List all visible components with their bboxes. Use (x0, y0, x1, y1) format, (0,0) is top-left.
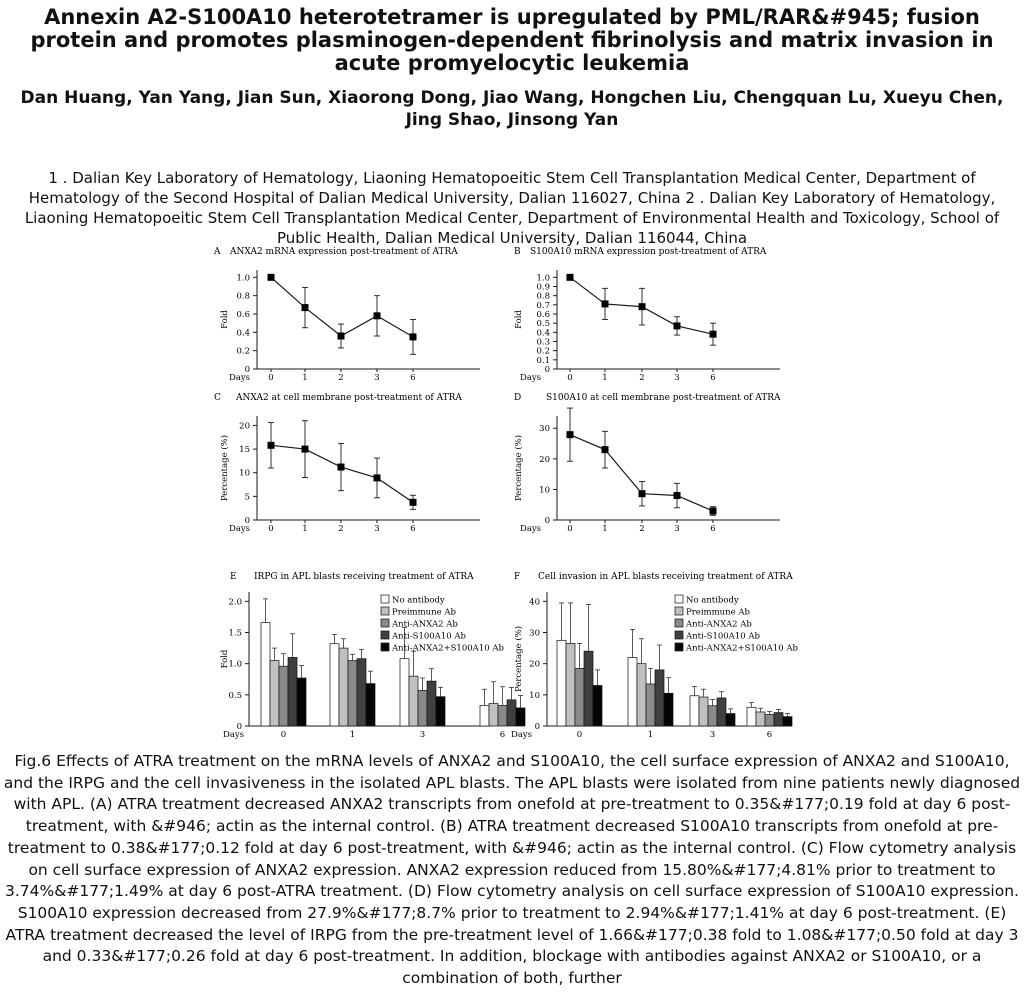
chart-f-bar-0-2 (575, 668, 584, 726)
chart-f-legend-swatch-4 (675, 643, 683, 651)
chart-e-legend-label-0: No antibody (392, 595, 445, 606)
chart-f-ytick-label-3: 30 (529, 628, 540, 639)
chart-f-xtick-label-1: 1 (647, 730, 654, 740)
chart-f-legend-swatch-1 (675, 607, 683, 615)
chart-e-bar-3-0 (480, 705, 489, 726)
chart-f-legend-swatch-3 (675, 631, 683, 639)
chart-d-ytick-label-3: 30 (539, 424, 550, 435)
chart-e-xtick-label-2: 3 (419, 730, 426, 740)
chart-d-ylabel: Percentage (%) (514, 434, 524, 502)
chart-e-legend-swatch-2 (381, 619, 389, 627)
chart-f-bar-3-4 (783, 717, 792, 726)
chart-c-xtick-label-2: 2 (338, 524, 344, 534)
chart-b-xtick-label-2: 2 (639, 373, 645, 383)
chart-b-ytick-label-2: 0.2 (536, 346, 550, 357)
chart-e-bar-0-0 (261, 623, 270, 726)
panel-d-title: S100A10 at cell membrane post-treatment of ATRA (546, 393, 781, 403)
chart-b-point-2 (639, 303, 646, 310)
chart-c-ytick-label-3: 15 (239, 445, 250, 456)
chart-e-bar-3-4 (516, 708, 525, 726)
chart-d-point-3 (674, 492, 681, 499)
chart-d-ytick-label-1: 10 (539, 485, 550, 496)
chart-f-bar-3-3 (774, 713, 783, 726)
chart-c-ytick-label-2: 10 (239, 468, 250, 479)
chart-e-bar-1-3 (357, 659, 366, 726)
chart-e-xtick-label-3: 6 (499, 730, 506, 740)
chart-c-ytick-label-1: 5 (244, 492, 250, 503)
chart-f-xtick-label-2: 3 (709, 730, 716, 740)
chart-f-bar-1-2 (646, 684, 655, 726)
chart-f-xtick-label-0: 0 (576, 730, 583, 740)
chart-e-bar-0-4 (297, 678, 306, 726)
chart-e-ytick-label-4: 2.0 (228, 597, 242, 608)
chart-f-xlabel: Days (511, 730, 533, 740)
chart-c-ytick-label-4: 20 (239, 421, 250, 432)
chart-b-xtick-label-0: 0 (567, 373, 573, 383)
chart-b-point-4 (710, 331, 717, 338)
affiliations: 1 . Dalian Key Laboratory of Hematology, Liaoning Hematopoeitic Stem Cell Transplantation Medical Center, Department of Hematology of the Second Hospital of Dalian Medical University, Dalian 116027, China 2 . Dalian Key Laboratory of Hematology, Liaoning Hematopoeitic Stem Cell Transplantation Medical Center, Department of Environmental Health and Toxicology, School of Public Health, Dalian Medical University, Dalian 116044, China (24, 169, 1000, 247)
chart-e-bar-2-0 (400, 659, 409, 726)
chart-c-point-4 (410, 499, 417, 506)
chart-c-xtick-label-4: 6 (410, 524, 416, 534)
chart-f-bar-2-3 (717, 698, 726, 726)
chart-a-point-4 (410, 333, 417, 340)
chart-f-bar-1-4 (664, 693, 673, 726)
chart-e-bar-3-1 (489, 704, 498, 726)
chart-e-bar-3-2 (498, 705, 507, 726)
chart-f-bar-3-0 (747, 707, 756, 726)
chart-c-point-3 (374, 474, 381, 481)
chart-b-xtick-label-3: 3 (674, 373, 680, 383)
chart-f-legend-label-0: No antibody (686, 595, 739, 606)
chart-a-xtick-label-1: 1 (302, 373, 308, 383)
chart-a-xtick-label-2: 2 (338, 373, 344, 383)
chart-b-ylabel: Fold (514, 310, 524, 329)
panel-a-label: A (214, 247, 221, 257)
chart-b-ytick-label-8: 0.8 (536, 291, 550, 302)
chart-a-ytick-label-5: 1.0 (236, 273, 250, 284)
chart-f-legend-label-1: Preimmune Ab (686, 607, 750, 618)
chart-e-bar-0-1 (270, 661, 279, 726)
chart-f-ylabel: Percentage (%) (514, 625, 524, 693)
chart-c-ytick-label-0: 0 (244, 516, 250, 526)
chart-b-point-3 (674, 322, 681, 329)
chart-d-point-4 (710, 508, 717, 515)
chart-a-series-line (271, 277, 413, 337)
chart-e-ytick-label-2: 1.0 (228, 659, 242, 670)
chart-e-bar-2-4 (436, 697, 445, 726)
chart-d-xtick-label-3: 3 (674, 524, 680, 534)
chart-d (513, 408, 780, 534)
panel-e-title: IRPG in APL blasts receiving treatment of ATRA (254, 572, 474, 582)
chart-f-bar-0-3 (584, 651, 593, 726)
chart-e-ytick-label-0: 0 (236, 722, 242, 732)
chart-f-bar-0-0 (557, 640, 566, 726)
chart-a-ytick-label-0: 0 (244, 365, 250, 375)
chart-e-bar-3-3 (507, 700, 516, 726)
panel-b-title: S100A10 mRNA expression post-treatment of ATRA (530, 247, 767, 257)
chart-e-bar-2-1 (409, 676, 418, 726)
chart-f-xtick-label-3: 6 (766, 730, 773, 740)
chart-b-ytick-label-6: 0.6 (536, 310, 550, 320)
chart-e-xtick-label-0: 0 (280, 730, 287, 740)
chart-a-ytick-label-2: 0.4 (236, 328, 250, 339)
figure-6 (205, 242, 825, 747)
chart-a-ylabel: Fold (220, 310, 230, 329)
panel-c-title: ANXA2 at cell membrane post-treatment of ATRA (236, 393, 462, 403)
chart-f-ytick-label-4: 40 (529, 597, 540, 608)
chart-d-xtick-label-2: 2 (639, 524, 645, 534)
chart-f-bar-2-1 (699, 697, 708, 726)
chart-e-legend-label-4: Anti-ANXA2+S100A10 Ab (392, 643, 504, 654)
chart-a-point-1 (302, 304, 309, 311)
chart-e-legend-label-2: Anti-ANXA2 Ab (392, 619, 458, 630)
chart-a-ytick-label-3: 0.6 (236, 310, 250, 320)
paper-title: Annexin A2-S100A10 heterotetramer is upregulated by PML/RAR&#945; fusion protein and promotes plasminogen-dependent fibrinolysis and matrix invasion in acute promyelocytic leukemia (30, 5, 994, 75)
chart-a-ytick-label-4: 0.8 (236, 291, 250, 302)
chart-f-bar-2-4 (726, 714, 735, 726)
chart-d-ytick-label-0: 0 (544, 516, 550, 526)
chart-f-bar-0-1 (566, 643, 575, 726)
panel-f-title: Cell invasion in APL blasts receiving treatment of ATRA (538, 572, 793, 582)
chart-f-legend-swatch-2 (675, 619, 683, 627)
chart-d-xtick-label-4: 6 (710, 524, 716, 534)
chart-d-xlabel: Days (520, 524, 542, 534)
chart-a-ytick-label-1: 0.2 (236, 346, 250, 357)
author-list: Dan Huang, Yan Yang, Jian Sun, Xiaorong Dong, Jiao Wang, Hongchen Liu, Chengquan Lu, Xueyu Chen, Jing Shao, Jinsong Yan (20, 88, 1004, 130)
chart-b-ytick-label-1: 0.1 (536, 355, 550, 366)
panel-c-label: C (214, 393, 221, 403)
chart-e-legend-label-3: Anti-S100A10 Ab (392, 631, 466, 642)
chart-a-point-0 (268, 274, 275, 281)
chart-d-point-1 (602, 446, 609, 453)
chart-f-bar-0-4 (593, 685, 602, 726)
chart-f-ytick-label-0: 0 (534, 722, 540, 732)
chart-c (219, 416, 480, 534)
chart-d-xtick-label-0: 0 (567, 524, 573, 534)
chart-c-ylabel: Percentage (%) (220, 434, 230, 502)
chart-b-ytick-label-9: 0.9 (536, 282, 550, 293)
chart-e-bar-1-4 (366, 684, 375, 726)
chart-e-bar-0-3 (288, 657, 297, 726)
chart-b-ytick-label-5: 0.5 (536, 319, 550, 330)
chart-d-ytick-label-2: 20 (539, 454, 550, 465)
chart-f-bar-1-1 (637, 664, 646, 726)
chart-c-point-0 (268, 442, 275, 449)
chart-a-xtick-label-3: 3 (374, 373, 380, 383)
chart-f-bar-1-3 (655, 670, 664, 726)
chart-e-legend-swatch-1 (381, 607, 389, 615)
chart-f-ytick-label-2: 20 (529, 659, 540, 670)
chart-b (514, 270, 780, 383)
panel-d-label: D (514, 393, 522, 403)
chart-f-legend-label-2: Anti-ANXA2 Ab (686, 619, 752, 630)
chart-e-bar-1-2 (348, 661, 357, 726)
chart-e-bar-2-2 (418, 690, 427, 726)
chart-e-legend-swatch-4 (381, 643, 389, 651)
chart-f-bar-3-1 (756, 712, 765, 726)
chart-a-point-2 (338, 333, 345, 340)
chart-d-point-2 (639, 490, 646, 497)
chart-c-point-1 (302, 446, 309, 453)
chart-f-bar-2-2 (708, 706, 717, 726)
chart-d-point-0 (567, 431, 574, 438)
chart-b-point-1 (602, 300, 609, 307)
chart-b-xlabel: Days (520, 373, 542, 383)
chart-b-ytick-label-10: 1.0 (536, 273, 550, 284)
chart-e-legend-label-1: Preimmune Ab (392, 607, 456, 618)
chart-e-ytick-label-1: 0.5 (228, 690, 242, 701)
chart-e-bar-2-3 (427, 681, 436, 726)
chart-e-legend-swatch-3 (381, 631, 389, 639)
chart-a (220, 270, 480, 383)
figure-6-svg (205, 242, 825, 747)
panel-e-label: E (230, 572, 237, 582)
chart-e-xtick-label-1: 1 (349, 730, 356, 740)
chart-b-xtick-label-4: 6 (710, 373, 716, 383)
chart-b-ytick-label-7: 0.7 (536, 300, 550, 311)
chart-a-xtick-label-4: 6 (410, 373, 416, 383)
chart-f-legend-label-4: Anti-ANXA2+S100A10 Ab (686, 643, 798, 654)
panel-a-title: ANXA2 mRNA expression post-treatment of ATRA (230, 247, 458, 257)
chart-c-xtick-label-1: 1 (302, 524, 308, 534)
chart-f-legend-label-3: Anti-S100A10 Ab (686, 631, 760, 642)
chart-b-ytick-label-0: 0 (544, 365, 550, 375)
chart-f-bar-1-0 (628, 657, 637, 726)
chart-c-xtick-label-3: 3 (374, 524, 380, 534)
figure-caption: Fig.6 Effects of ATRA treatment on the mRNA levels of ANXA2 and S100A10, the cell surface expression of ANXA2 and S100A10, and the IRPG and the cell invasiveness in the isolated APL blasts. The APL blasts were isolated from nine patients newly diagnosed with APL. (A) ATRA treatment decreased ANXA2 transcripts from onefold at pre-treatment to 0.35&#177;0.19 fold at day 6 post-treatment, with &#946; actin as the internal control. (B) ATRA treatment decreased S100A10 transcripts from onefold at pre-treatment to 0.38&#177;0.12 fold at day 6 post-treatment, with &#946; actin as the internal control. (C) Flow cytometry analysis on cell surface expression of ANXA2 expression. ANXA2 expression reduced from 15.80%&#177;4.81% prior to treatment to 3.74%&#177;1.49% at day 6 post-ATRA treatment. (D) Flow cytometry analysis on cell surface expression of S100A10 expression. S100A10 expression decreased from 27.9%&#177;8.7% prior to treatment to 2.94%&#177;1.41% at day 6 post-treatment. (E) ATRA treatment decreased the level of IRPG from the pre-treatment level of 1.66&#177;0.38 fold to 1.08&#177;0.50 fold at day 3 and 0.33&#177;0.26 fold at day 6 post-treatment. In addition, blockage with antibodies against ANXA2 or S100A10, or a combination of both, further (3, 752, 1021, 988)
chart-e-legend-swatch-0 (381, 595, 389, 603)
chart-a-xlabel: Days (229, 373, 251, 383)
chart-f-bar-3-2 (765, 714, 774, 726)
chart-e-ytick-label-3: 1.5 (228, 628, 242, 639)
chart-e-xlabel: Days (223, 730, 245, 740)
chart-e-ylabel: Fold (220, 649, 230, 669)
chart-f (511, 592, 798, 740)
chart-b-ytick-label-4: 0.4 (536, 328, 550, 339)
chart-b-xtick-label-1: 1 (602, 373, 608, 383)
chart-f-bar-2-0 (690, 696, 699, 726)
panel-f-label: F (514, 572, 521, 582)
chart-c-point-2 (338, 464, 345, 471)
chart-d-series-line (570, 435, 713, 511)
panel-b-label: B (514, 247, 521, 257)
chart-d-xtick-label-1: 1 (602, 524, 608, 534)
chart-e-bar-1-1 (339, 648, 348, 726)
chart-a-xtick-label-0: 0 (268, 373, 274, 383)
chart-e (220, 592, 525, 740)
chart-e-bar-0-2 (279, 666, 288, 726)
chart-f-ytick-label-1: 10 (529, 690, 540, 701)
chart-c-series-line (271, 445, 413, 502)
chart-c-xtick-label-0: 0 (268, 524, 274, 534)
chart-b-ytick-label-3: 0.3 (536, 337, 550, 348)
chart-a-point-3 (374, 312, 381, 319)
chart-f-legend-swatch-0 (675, 595, 683, 603)
chart-b-point-0 (567, 274, 574, 281)
chart-c-xlabel: Days (229, 524, 251, 534)
chart-e-bar-1-0 (330, 644, 339, 726)
